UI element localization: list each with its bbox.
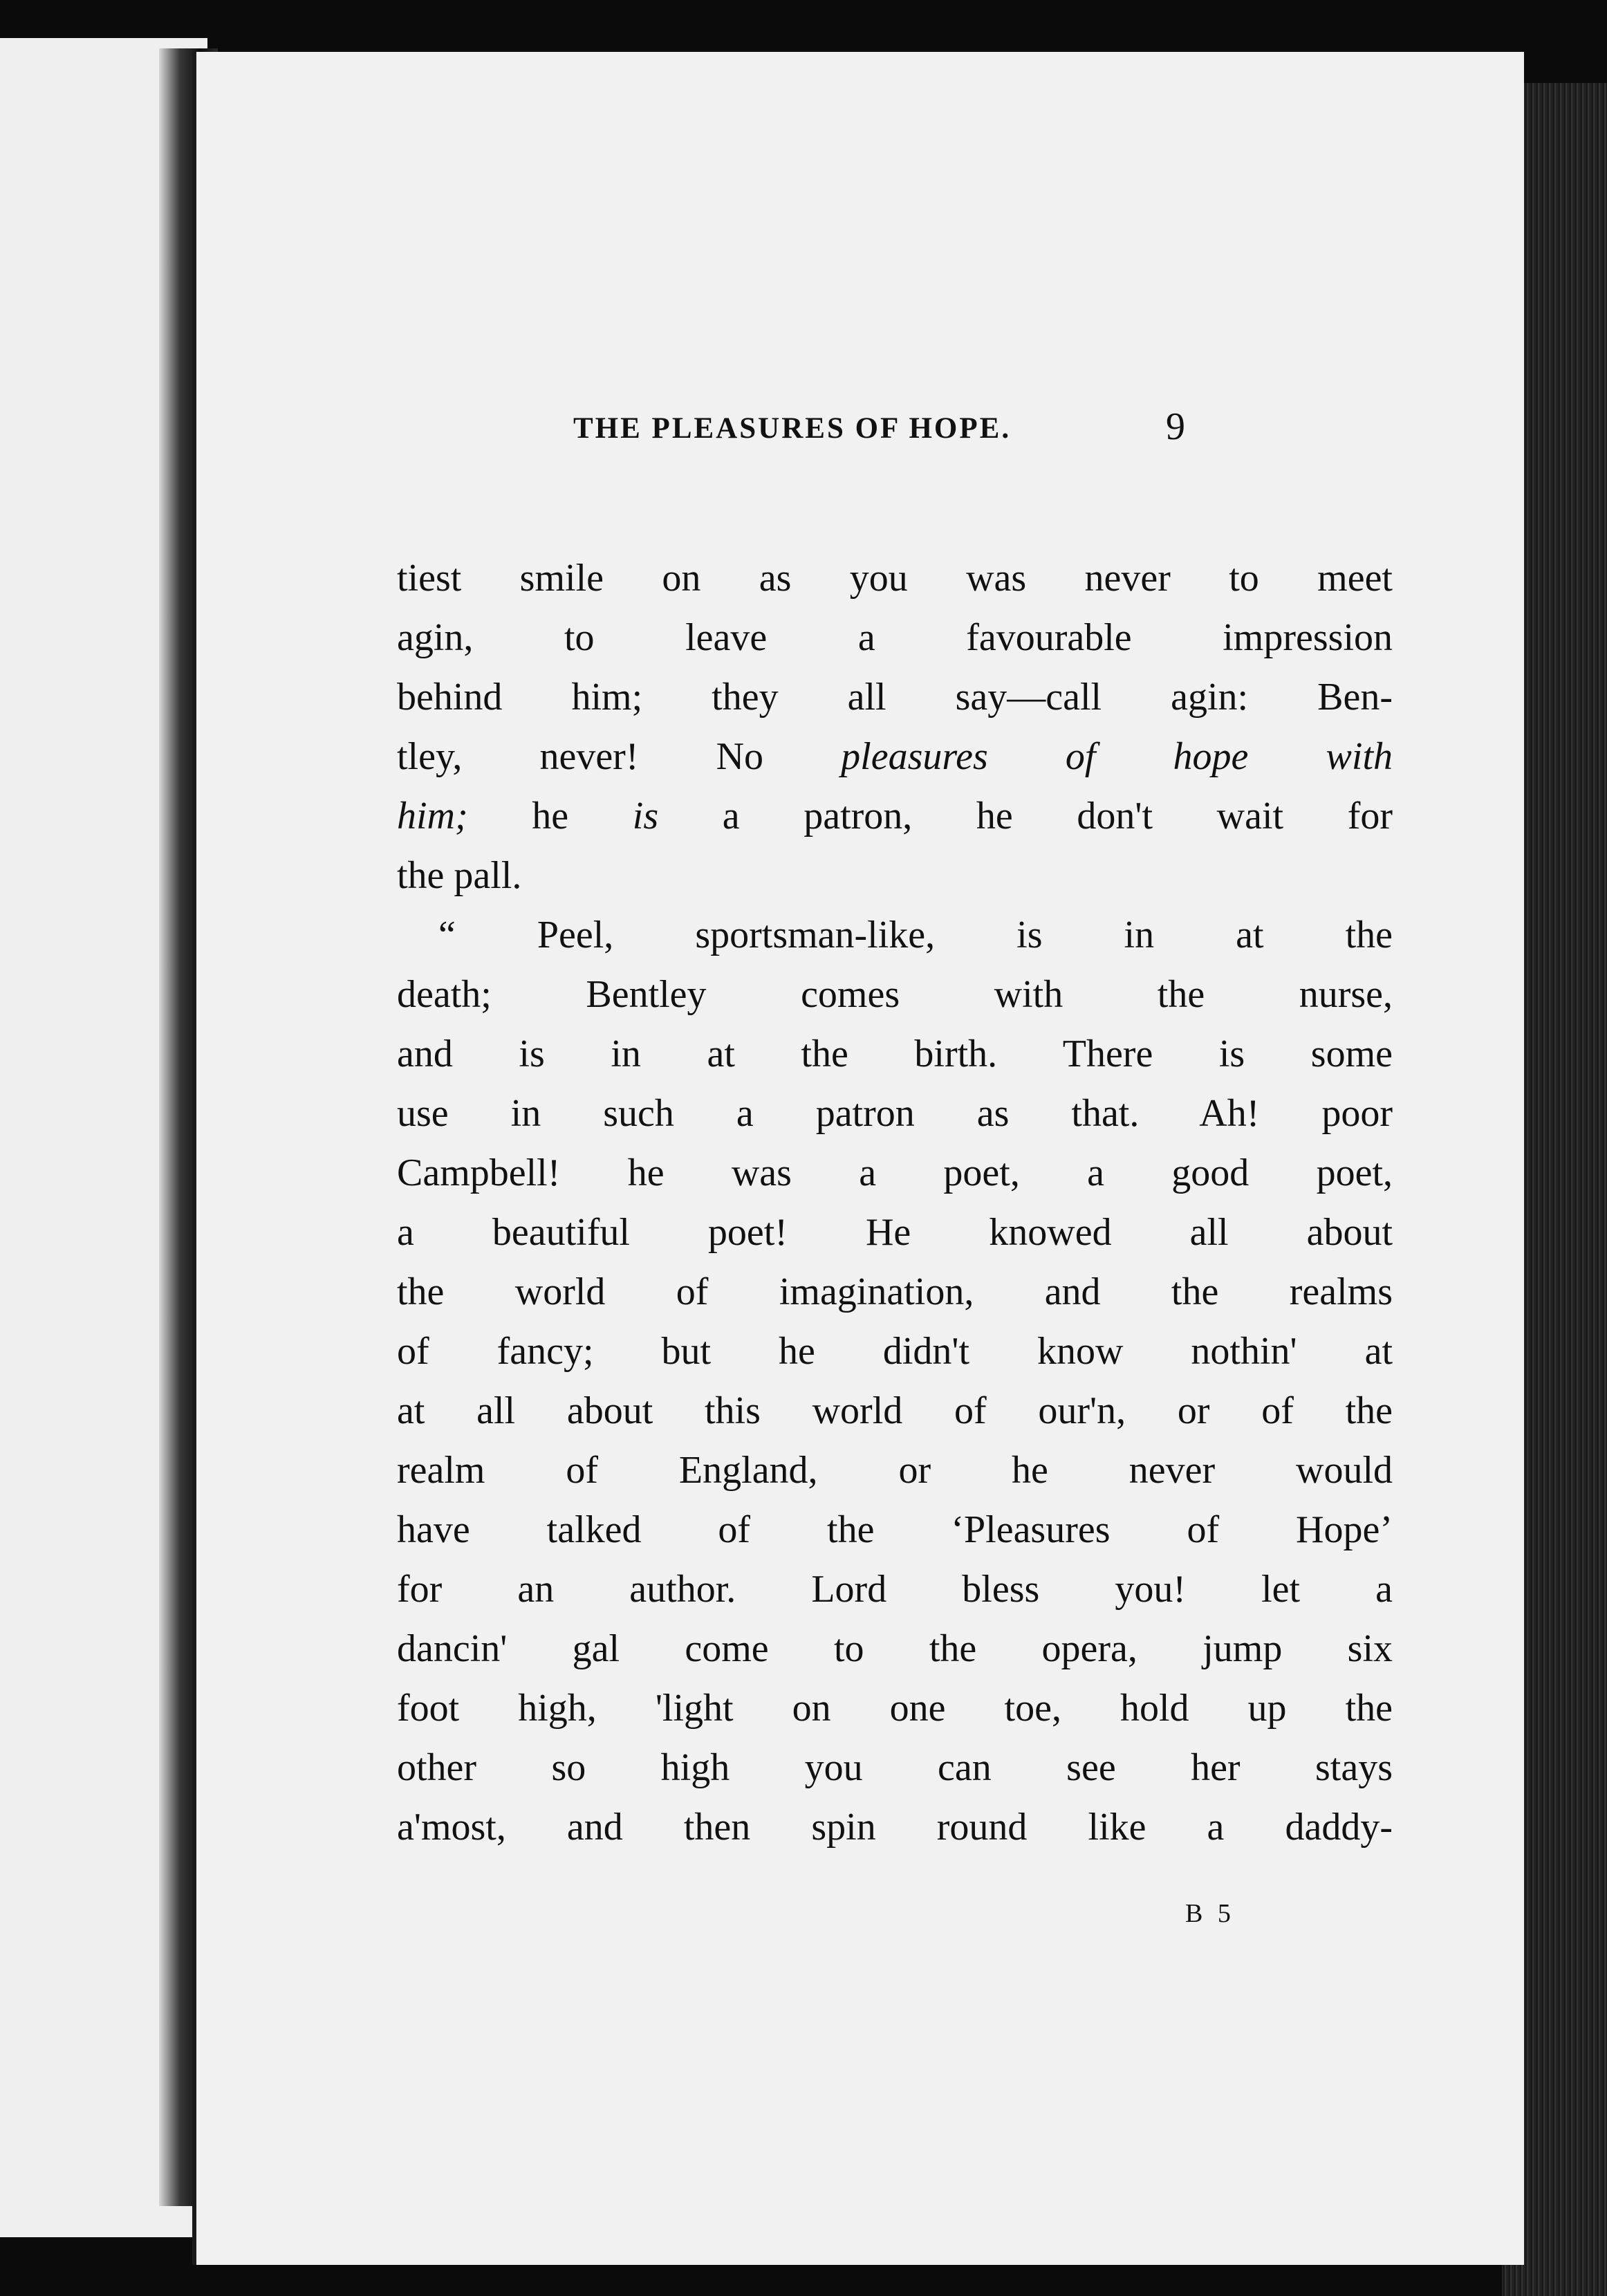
text-line: tley, never! No pleasures of hope with (397, 735, 1393, 778)
text-line: the world of imagination, and the realms (397, 1270, 1393, 1313)
italic-word: is (632, 795, 659, 837)
text-line: have talked of the ‘Pleasures of Hope’ (397, 1508, 1393, 1551)
text-line: the pall. (397, 854, 522, 897)
running-head-title: THE PLEASURES OF HOPE. (573, 412, 1012, 445)
book-page (192, 52, 1524, 2265)
italic-phrase: pleasures of hope with (841, 735, 1393, 778)
text-line: and is in at the birth. There is some (397, 1033, 1393, 1075)
signature-mark: B 5 (1185, 1899, 1235, 1928)
text-line: death; Bentley comes with the nurse, (397, 973, 1393, 1016)
running-head (196, 405, 1524, 467)
text-line: foot high, 'light on one toe, hold up the (397, 1687, 1393, 1730)
text-line: dancin' gal come to the opera, jump six (397, 1627, 1393, 1670)
text-line: for an author. Lord bless you! let a (397, 1568, 1393, 1611)
text-line: “ Peel, sportsman-like, is in at the (438, 914, 1393, 956)
text-line: realm of England, or he never would (397, 1449, 1393, 1492)
text-line: agin, to leave a favourable impression (397, 616, 1393, 659)
text-line: at all about this world of our'n, or of the (397, 1389, 1393, 1432)
page-number: 9 (1166, 405, 1185, 448)
text-line: other so high you can see her stays (397, 1746, 1393, 1789)
text-line: behind him; they all say—call agin: Ben- (397, 676, 1393, 719)
text-line: tiest smile on as you was never to meet (397, 557, 1393, 600)
body-text (397, 548, 1393, 1857)
text-line: of fancy; but he didn't know nothin' at (397, 1330, 1393, 1373)
italic-phrase: him; (397, 795, 468, 837)
text-line: a beautiful poet! He knowed all about (397, 1211, 1393, 1254)
text-line: him; he is a patron, he don't wait for (397, 795, 1393, 837)
text-line: use in such a patron as that. Ah! poor (397, 1092, 1393, 1135)
text-line: Campbell! he was a poet, a good poet, (397, 1151, 1393, 1194)
text-line: a'most, and then spin round like a daddy- (397, 1806, 1393, 1849)
